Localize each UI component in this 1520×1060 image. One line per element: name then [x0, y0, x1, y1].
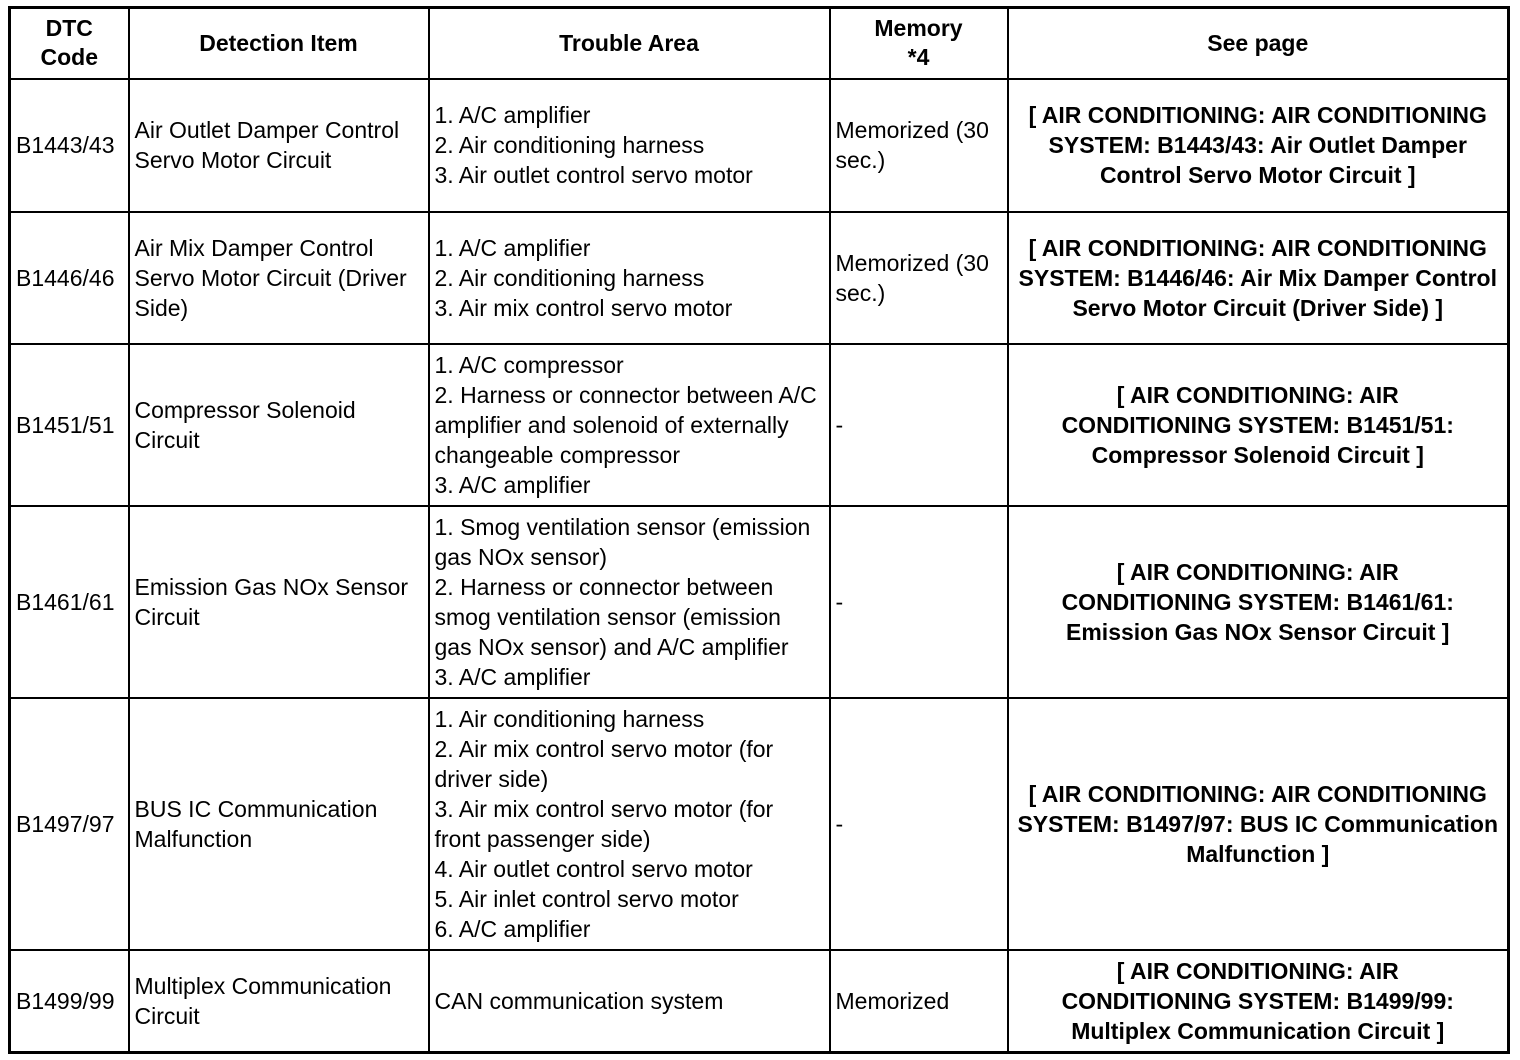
see-page-link[interactable]: [ AIR CONDITIONING: AIR CONDITIONING SYSTEM: B1446/46: Air Mix Damper Control Servo Motor Circuit (Driver Side) ]: [1008, 212, 1509, 344]
detection-item-cell: Multiplex Communication Circuit: [129, 950, 429, 1053]
detection-item-cell: Emission Gas NOx Sensor Circuit: [129, 506, 429, 698]
trouble-area-line: 3. Air mix control servo motor (for front passenger side): [434, 795, 774, 852]
table-row: [10, 506, 1509, 698]
dtc-code-cell: B1461/61: [10, 506, 129, 698]
trouble-area-line: 2. Harness or connector between smog ventilation sensor (emission gas NOx sensor) and A/C amplifier: [434, 573, 789, 660]
trouble-area-cell: [429, 506, 830, 698]
detection-item-cell: Compressor Solenoid Circuit: [129, 344, 429, 506]
header-trouble-area: Trouble Area: [429, 8, 830, 79]
table-row: [10, 344, 1509, 506]
see-page-link[interactable]: [ AIR CONDITIONING: AIR CONDITIONING SYSTEM: B1461/61: Emission Gas NOx Sensor Circuit ]: [1008, 506, 1509, 698]
trouble-area-line: 1. A/C amplifier: [434, 234, 591, 261]
memory-cell: Memorized (30 sec.): [830, 79, 1008, 212]
trouble-area-line: 3. A/C amplifier: [434, 663, 591, 690]
dtc-table-wrapper: [8, 6, 1510, 1054]
dtc-code-cell: B1499/99: [10, 950, 129, 1053]
trouble-area-line: 5. Air inlet control servo motor: [434, 885, 739, 912]
table-header-row: [10, 8, 1509, 79]
see-page-link[interactable]: [ AIR CONDITIONING: AIR CONDITIONING SYSTEM: B1451/51: Compressor Solenoid Circuit ]: [1008, 344, 1509, 506]
dtc-code-cell: B1497/97: [10, 698, 129, 950]
trouble-area-line: 6. A/C amplifier: [434, 915, 591, 942]
trouble-area-cell: [429, 79, 830, 212]
table-row: [10, 698, 1509, 950]
trouble-area-line: CAN communication system: [434, 987, 724, 1014]
trouble-area-line: 2. Air conditioning harness: [434, 132, 705, 158]
trouble-area-cell: [429, 698, 830, 950]
header-detection-item: Detection Item: [129, 8, 429, 79]
memory-cell: Memorized: [830, 950, 1008, 1053]
trouble-area-cell: [429, 344, 830, 506]
dtc-code-cell: B1443/43: [10, 79, 129, 212]
detection-item-cell: BUS IC Communication Malfunction: [129, 698, 429, 950]
trouble-area-cell: [429, 950, 830, 1053]
table-row: [10, 79, 1509, 212]
header-see-page: See page: [1008, 8, 1509, 79]
trouble-area-line: 3. Air mix control servo motor: [434, 294, 733, 321]
header-memory: Memory *4: [830, 8, 1008, 79]
dtc-code-cell: B1451/51: [10, 344, 129, 506]
trouble-area-line: 4. Air outlet control servo motor: [434, 855, 753, 882]
trouble-area-line: 1. Smog ventilation sensor (emission gas NOx sensor): [434, 513, 811, 570]
detection-item-cell: Air Outlet Damper Control Servo Motor Circuit: [129, 79, 429, 212]
detection-item-cell: Air Mix Damper Control Servo Motor Circuit (Driver Side): [129, 212, 429, 344]
memory-cell: -: [830, 698, 1008, 950]
trouble-area-line: 1. Air conditioning harness: [434, 705, 705, 732]
trouble-area-line: 3. A/C amplifier: [434, 471, 591, 498]
header-dtc-code: DTC Code: [10, 8, 129, 79]
memory-cell: -: [830, 344, 1008, 506]
table-row: [10, 950, 1509, 1053]
trouble-area-line: 3. Air outlet control servo motor: [434, 162, 753, 188]
trouble-area-cell: [429, 212, 830, 344]
see-page-link[interactable]: [ AIR CONDITIONING: AIR CONDITIONING SYSTEM: B1443/43: Air Outlet Damper Control Servo Motor Circuit ]: [1008, 79, 1509, 212]
trouble-area-line: 2. Air mix control servo motor (for driver side): [434, 735, 774, 792]
see-page-link[interactable]: [ AIR CONDITIONING: AIR CONDITIONING SYSTEM: B1499/99: Multiplex Communication Circuit ]: [1008, 950, 1509, 1053]
trouble-area-line: 2. Air conditioning harness: [434, 264, 705, 291]
trouble-area-line: 2. Harness or connector between A/C amplifier and solenoid of externally changeable compressor: [434, 381, 817, 468]
see-page-link[interactable]: [ AIR CONDITIONING: AIR CONDITIONING SYSTEM: B1497/97: BUS IC Communication Malfunction ]: [1008, 698, 1509, 950]
memory-cell: -: [830, 506, 1008, 698]
trouble-area-line: 1. A/C compressor: [434, 351, 624, 378]
trouble-area-line: 1. A/C amplifier: [434, 102, 591, 128]
dtc-code-cell: B1446/46: [10, 212, 129, 344]
memory-cell: Memorized (30 sec.): [830, 212, 1008, 344]
table-row: [10, 212, 1509, 344]
dtc-table: [8, 6, 1510, 1054]
